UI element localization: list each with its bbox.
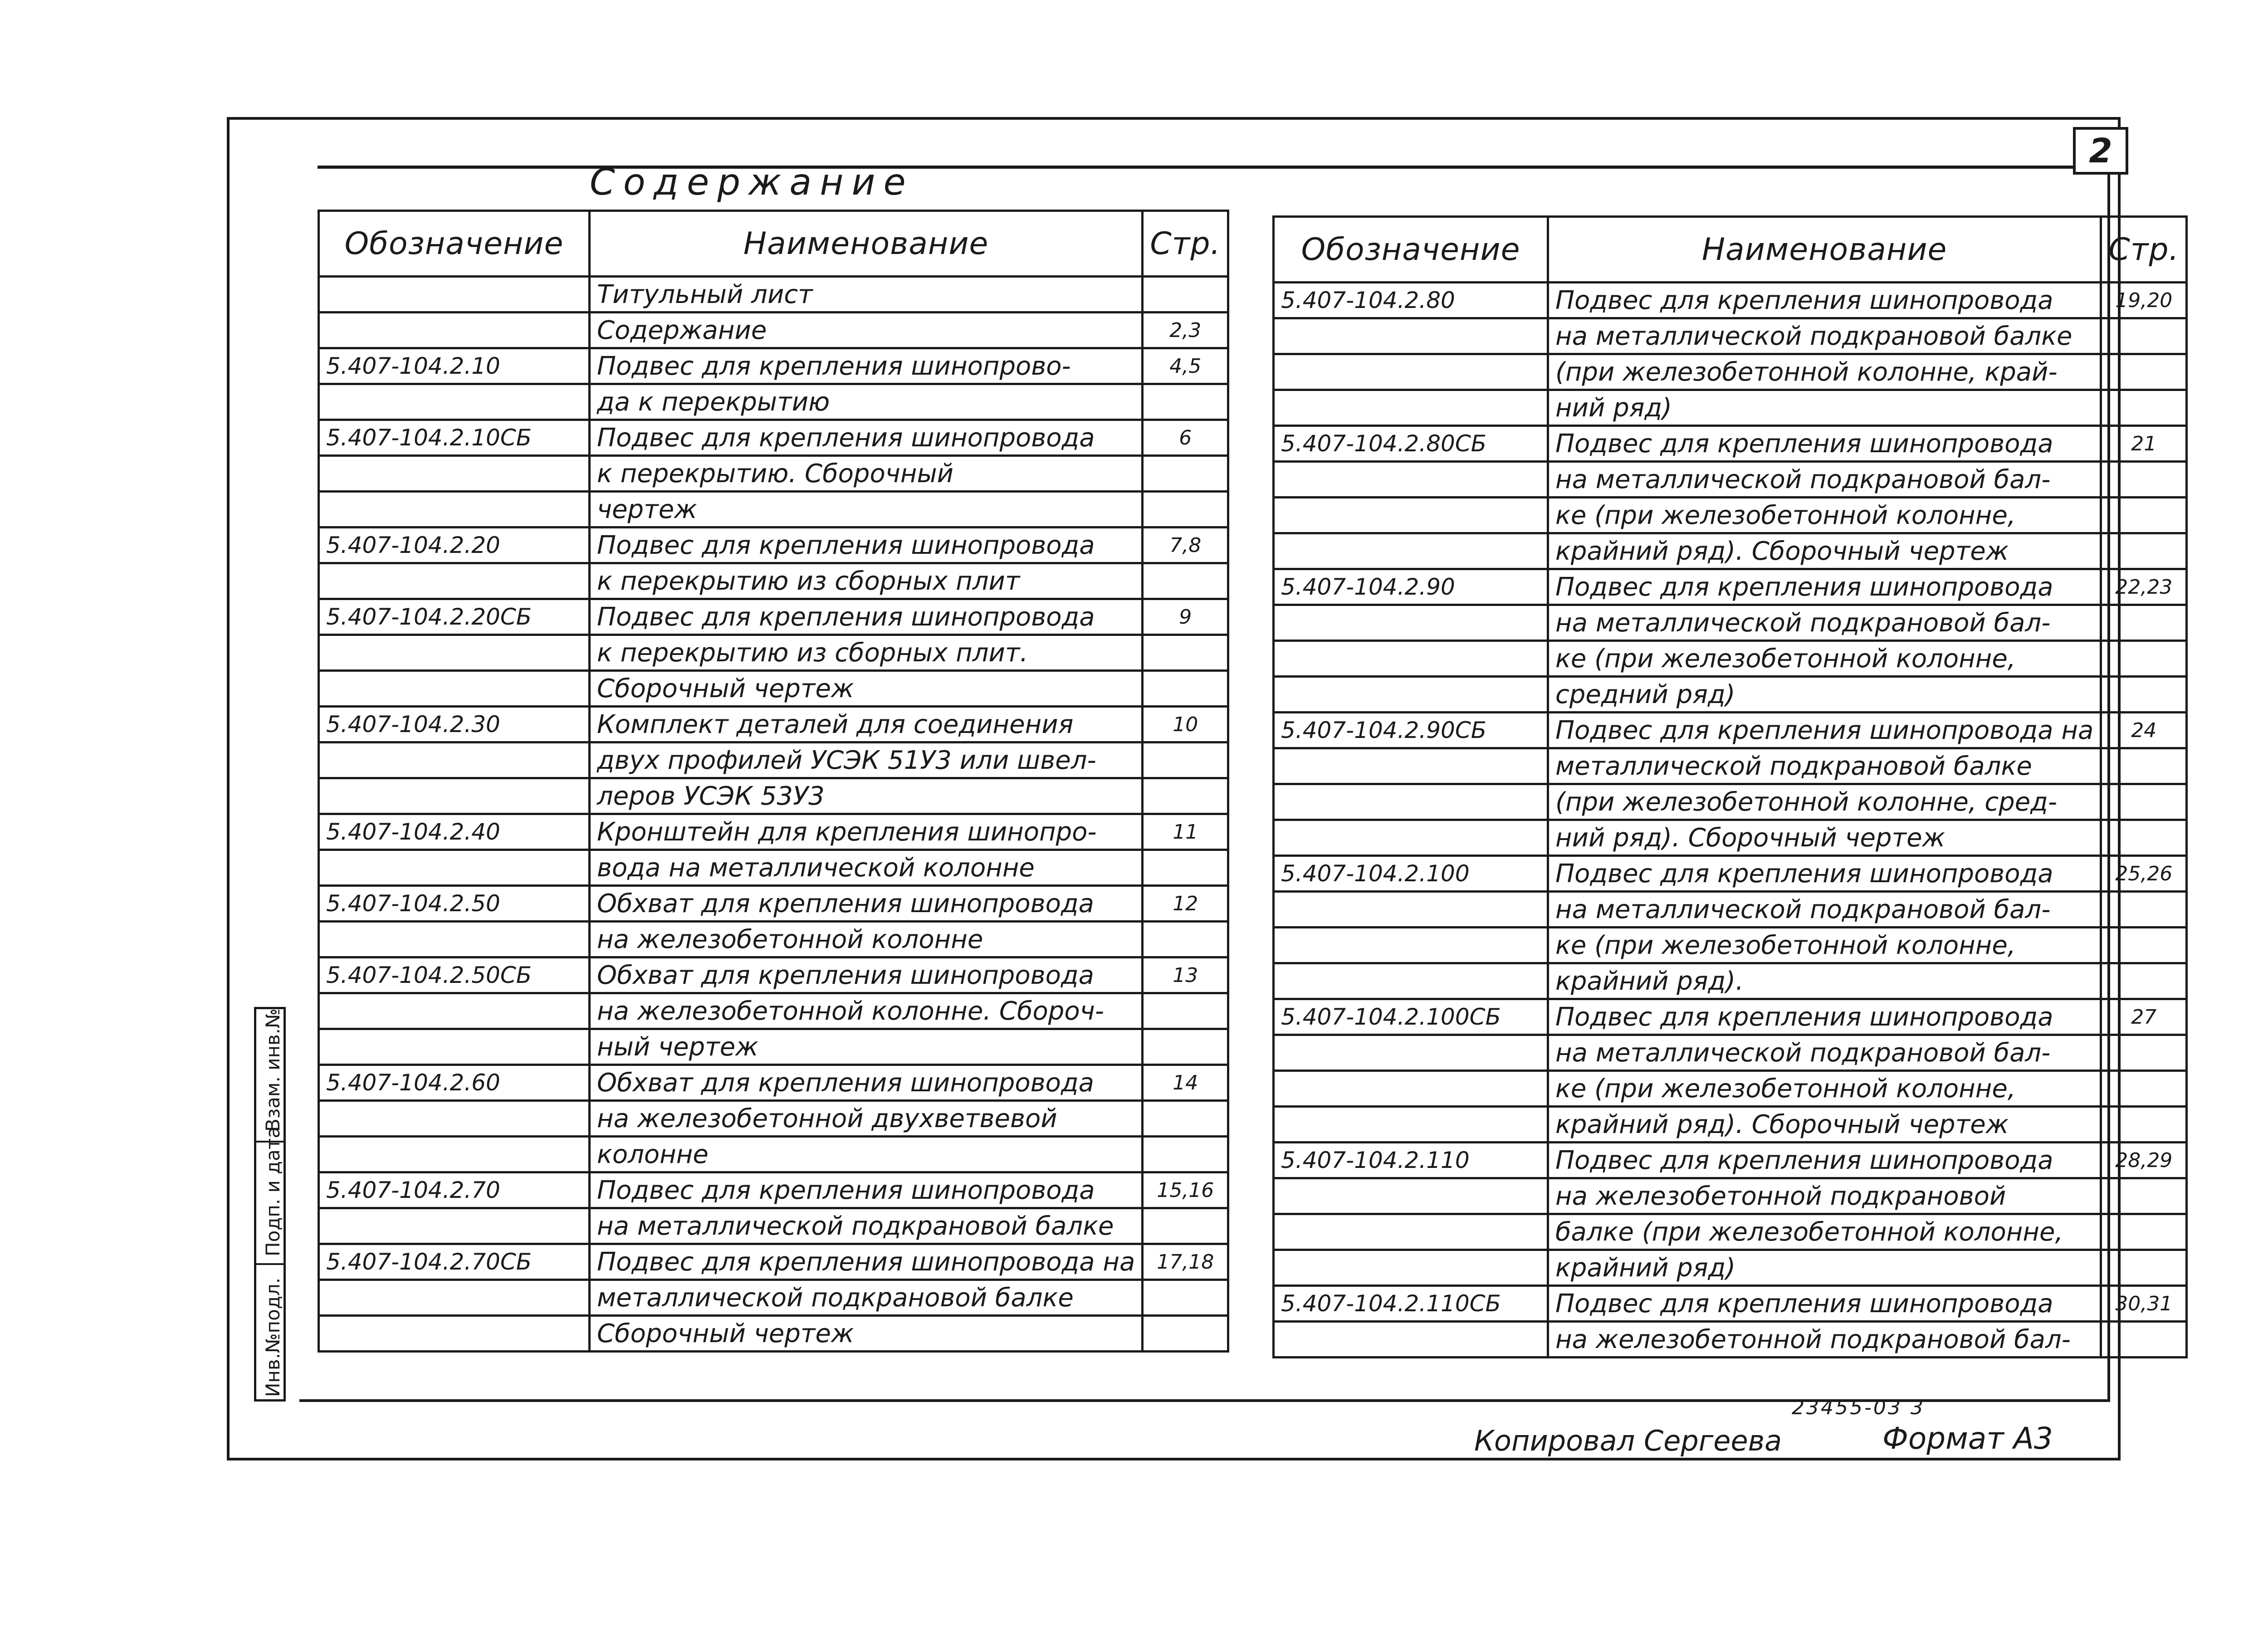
row-page: 7,8 (1143, 527, 1228, 563)
row-designation: 5.407-104.2.70СБ (319, 1244, 590, 1280)
row-page (2101, 318, 2187, 354)
table-row (319, 993, 1228, 1029)
row-page (2101, 1035, 2187, 1071)
row-designation (1274, 748, 1548, 784)
contents-table-right (1272, 215, 2188, 1358)
table-row (1274, 426, 2187, 462)
row-page (2101, 641, 2187, 677)
table-row (1274, 605, 2187, 641)
table-row (319, 313, 1228, 348)
row-page (1143, 384, 1228, 420)
header-name: Наименование (590, 211, 1143, 277)
row-designation: 5.407-104.2.50 (319, 886, 590, 922)
header-name: Наименование (1548, 217, 2101, 283)
row-page (1143, 850, 1228, 886)
row-name: балке (при железобетонной колонне, (1548, 1214, 2101, 1250)
row-page: 22,23 (2101, 569, 2187, 605)
row-name: леров УСЭК 53У3 (590, 778, 1143, 814)
row-name: ний ряд). Сборочный чертеж (1548, 820, 2101, 856)
row-name: Сборочный чертеж (590, 1316, 1143, 1352)
table-row (319, 1101, 1228, 1137)
table-row (1274, 1107, 2187, 1143)
row-designation: 5.407-104.2.110СБ (1274, 1286, 1548, 1322)
row-page (1143, 671, 1228, 707)
row-designation (319, 492, 590, 527)
table-row (1274, 892, 2187, 928)
row-page (1143, 1316, 1228, 1352)
row-name: Подвес для крепления шинопровода (1548, 1143, 2101, 1178)
row-page (2101, 390, 2187, 426)
table-row (319, 957, 1228, 993)
stamp-signature-date: Подп. и дата (262, 1126, 284, 1256)
table-row (319, 778, 1228, 814)
row-page (2101, 1250, 2187, 1286)
row-name: к перекрытию из сборных плит. (590, 635, 1143, 671)
table-row (319, 1172, 1228, 1208)
row-name: ке (при железобетонной колонне, (1548, 1071, 2101, 1107)
row-designation: 5.407-104.2.100 (1274, 856, 1548, 892)
row-designation: 5.407-104.2.90СБ (1274, 713, 1548, 748)
table-row (1274, 498, 2187, 533)
table-row (319, 1280, 1228, 1316)
row-name: на металлической подкрановой бал- (1548, 605, 2101, 641)
row-designation: 5.407-104.2.10СБ (319, 420, 590, 456)
row-designation (1274, 784, 1548, 820)
table-row (1274, 283, 2187, 318)
row-page (2101, 605, 2187, 641)
table-row (319, 492, 1228, 527)
row-page (2101, 928, 2187, 963)
row-name: металлической подкрановой балке (1548, 748, 2101, 784)
row-page (1143, 635, 1228, 671)
table-row (1274, 928, 2187, 963)
table-row (1274, 856, 2187, 892)
row-name: Подвес для крепления шинопровода на (590, 1244, 1143, 1280)
row-designation (1274, 354, 1548, 390)
header-designation: Обозначение (319, 211, 590, 277)
row-page: 13 (1143, 957, 1228, 993)
row-page (2101, 892, 2187, 928)
row-name: на металлической подкрановой балке (590, 1208, 1143, 1244)
table-row (1274, 641, 2187, 677)
row-page: 19,20 (2101, 283, 2187, 318)
row-name: Титульный лист (590, 277, 1143, 313)
row-name: ке (при железобетонной колонне, (1548, 641, 2101, 677)
row-designation: 5.407-104.2.60 (319, 1065, 590, 1101)
row-name: крайний ряд) (1548, 1250, 2101, 1286)
row-designation (1274, 820, 1548, 856)
row-name: вода на металлической колонне (590, 850, 1143, 886)
row-page (1143, 778, 1228, 814)
header-page: Стр. (1143, 211, 1228, 277)
table-row (319, 384, 1228, 420)
row-name: чертеж (590, 492, 1143, 527)
row-designation (1274, 390, 1548, 426)
row-name: да к перекрытию (590, 384, 1143, 420)
row-page (2101, 1322, 2187, 1358)
row-name: ке (при железобетонной колонне, (1548, 498, 2101, 533)
row-name: крайний ряд). (1548, 963, 2101, 999)
row-designation: 5.407-104.2.90 (1274, 569, 1548, 605)
table-row (1274, 1143, 2187, 1178)
doc-number: 23455-03 (1792, 1396, 1902, 1419)
row-page (1143, 492, 1228, 527)
row-designation: 5.407-104.2.10 (319, 348, 590, 384)
row-page (2101, 820, 2187, 856)
side-stamp (254, 1007, 286, 1402)
paper-format: Формат А3 (1882, 1421, 2053, 1456)
row-designation (1274, 641, 1548, 677)
table-row (1274, 999, 2187, 1035)
row-designation: 5.407-104.2.80 (1274, 283, 1548, 318)
row-page (2101, 784, 2187, 820)
row-designation: 5.407-104.2.30 (319, 707, 590, 742)
row-designation (1274, 533, 1548, 569)
row-name: Содержание (590, 313, 1143, 348)
row-designation (319, 850, 590, 886)
row-designation: 5.407-104.2.50СБ (319, 957, 590, 993)
table-row (1274, 784, 2187, 820)
table-row (319, 527, 1228, 563)
row-name: ный чертеж (590, 1029, 1143, 1065)
copied-by: Копировал Сергеева (1474, 1424, 1782, 1457)
row-page: 6 (1143, 420, 1228, 456)
row-page (1143, 456, 1228, 492)
row-name: на металлической подкрановой балке (1548, 318, 2101, 354)
row-page: 30,31 (2101, 1286, 2187, 1322)
row-page (2101, 533, 2187, 569)
row-name: ний ряд) (1548, 390, 2101, 426)
table-row (1274, 318, 2187, 354)
row-designation (1274, 605, 1548, 641)
table-row (1274, 569, 2187, 605)
row-name: на металлической подкрановой бал- (1548, 1035, 2101, 1071)
row-name: Подвес для крепления шинопровода (1548, 999, 2101, 1035)
row-name: на железобетонной двухветвевой (590, 1101, 1143, 1137)
table-row (1274, 1035, 2187, 1071)
row-page (1143, 922, 1228, 957)
table-row (1274, 390, 2187, 426)
row-page (1143, 742, 1228, 778)
row-page (1143, 1208, 1228, 1244)
row-designation (319, 671, 590, 707)
table-row (1274, 713, 2187, 748)
row-designation: 5.407-104.2.80СБ (1274, 426, 1548, 462)
row-designation (319, 1280, 590, 1316)
row-designation: 5.407-104.2.40 (319, 814, 590, 850)
row-name: крайний ряд). Сборочный чертеж (1548, 533, 2101, 569)
table-row (319, 563, 1228, 599)
row-page: 2,3 (1143, 313, 1228, 348)
row-name: металлической подкрановой балке (590, 1280, 1143, 1316)
row-page (2101, 1178, 2187, 1214)
row-page (2101, 1071, 2187, 1107)
row-page (1143, 1280, 1228, 1316)
row-page: 27 (2101, 999, 2187, 1035)
table-row (319, 277, 1228, 313)
row-page (1143, 993, 1228, 1029)
document-number (1792, 1396, 1925, 1419)
row-designation (1274, 1250, 1548, 1286)
row-page: 10 (1143, 707, 1228, 742)
table-row (1274, 1322, 2187, 1358)
row-designation (319, 456, 590, 492)
table-row (319, 671, 1228, 707)
row-name: Подвес для крепления шинопровода (590, 1172, 1143, 1208)
row-designation (319, 635, 590, 671)
row-designation (319, 313, 590, 348)
row-name: Комплект деталей для соединения (590, 707, 1143, 742)
row-page (2101, 677, 2187, 713)
table-row (1274, 462, 2187, 498)
row-page: 4,5 (1143, 348, 1228, 384)
row-designation (1274, 928, 1548, 963)
row-name: на металлической подкрановой бал- (1548, 462, 2101, 498)
row-designation (319, 922, 590, 957)
stamp-replaces-inv: Взам. инв.№ (262, 1008, 284, 1132)
row-name: средний ряд) (1548, 677, 2101, 713)
row-name: ке (при железобетонной колонне, (1548, 928, 2101, 963)
row-page (2101, 748, 2187, 784)
row-name: на металлической подкрановой бал- (1548, 892, 2101, 928)
row-designation (319, 1029, 590, 1065)
table-row (319, 348, 1228, 384)
table-row (319, 456, 1228, 492)
row-page (2101, 963, 2187, 999)
row-page: 15,16 (1143, 1172, 1228, 1208)
stamp-inv-no-orig: Инв.№подл. (262, 1277, 284, 1397)
row-designation (1274, 1071, 1548, 1107)
row-page (1143, 1101, 1228, 1137)
table-row (319, 1137, 1228, 1172)
table-row (319, 1316, 1228, 1352)
sheet-number: 2 (2073, 127, 2128, 175)
table-row (1274, 354, 2187, 390)
doc-sheet: 3 (1910, 1396, 1925, 1419)
row-name: Сборочный чертеж (590, 671, 1143, 707)
row-name: Подвес для крепления шинопровода (590, 527, 1143, 563)
row-name: Подвес для крепления шинопровода (1548, 283, 2101, 318)
table-row (1274, 1178, 2187, 1214)
inner-frame-top (318, 166, 2110, 169)
row-page: 9 (1143, 599, 1228, 635)
row-page: 11 (1143, 814, 1228, 850)
row-designation (1274, 498, 1548, 533)
row-page: 14 (1143, 1065, 1228, 1101)
row-name: к перекрытию из сборных плит (590, 563, 1143, 599)
table-row (1274, 963, 2187, 999)
table-header-row (1274, 217, 2187, 283)
table-row (1274, 748, 2187, 784)
row-designation (1274, 318, 1548, 354)
row-designation (319, 993, 590, 1029)
header-page: Стр. (2101, 217, 2187, 283)
row-page (2101, 462, 2187, 498)
row-name: Подвес для крепления шинопрово- (590, 348, 1143, 384)
table-row (1274, 1286, 2187, 1322)
row-page (1143, 1137, 1228, 1172)
row-name: Подвес для крепления шинопровода (590, 420, 1143, 456)
row-name: (при железобетонной колонне, сред- (1548, 784, 2101, 820)
row-name: Подвес для крепления шинопровода (590, 599, 1143, 635)
row-name: колонне (590, 1137, 1143, 1172)
table-header-row (319, 211, 1228, 277)
table-row (1274, 533, 2187, 569)
row-page: 17,18 (1143, 1244, 1228, 1280)
row-name: крайний ряд). Сборочный чертеж (1548, 1107, 2101, 1143)
row-designation (319, 1316, 590, 1352)
table-row (319, 420, 1228, 456)
row-designation (319, 1208, 590, 1244)
row-name: Обхват для крепления шинопровода (590, 1065, 1143, 1101)
table-row (319, 886, 1228, 922)
table-row (319, 922, 1228, 957)
row-page (2101, 1107, 2187, 1143)
row-name: Подвес для крепления шинопровода (1548, 1286, 2101, 1322)
row-page: 25,26 (2101, 856, 2187, 892)
row-page (1143, 563, 1228, 599)
table-row (319, 707, 1228, 742)
row-page (1143, 277, 1228, 313)
row-name: Подвес для крепления шинопровода (1548, 569, 2101, 605)
row-designation (319, 563, 590, 599)
row-page (2101, 498, 2187, 533)
row-designation (319, 277, 590, 313)
row-name: Подвес для крепления шинопровода (1548, 856, 2101, 892)
row-page (1143, 1029, 1228, 1065)
table-row (1274, 1071, 2187, 1107)
row-name: на железобетонной колонне. Сбороч- (590, 993, 1143, 1029)
table-row (1274, 1214, 2187, 1250)
header-designation: Обозначение (1274, 217, 1548, 283)
row-name: Подвес для крепления шинопровода на (1548, 713, 2101, 748)
row-name: на железобетонной подкрановой бал- (1548, 1322, 2101, 1358)
row-designation: 5.407-104.2.20 (319, 527, 590, 563)
row-page: 21 (2101, 426, 2187, 462)
row-name: Обхват для крепления шинопровода (590, 886, 1143, 922)
table-row (1274, 677, 2187, 713)
row-designation: 5.407-104.2.20СБ (319, 599, 590, 635)
row-name: Обхват для крепления шинопровода (590, 957, 1143, 993)
row-designation (1274, 1322, 1548, 1358)
row-name: двух профилей УСЭК 51У3 или швел- (590, 742, 1143, 778)
table-row (1274, 1250, 2187, 1286)
row-designation (319, 384, 590, 420)
row-page: 24 (2101, 713, 2187, 748)
contents-title: Содержание (590, 161, 914, 203)
row-designation (1274, 1107, 1548, 1143)
table-row (319, 1065, 1228, 1101)
table-row (319, 1244, 1228, 1280)
table-row (319, 1029, 1228, 1065)
row-designation: 5.407-104.2.110 (1274, 1143, 1548, 1178)
table-row (1274, 820, 2187, 856)
row-name: на железобетонной колонне (590, 922, 1143, 957)
row-page: 28,29 (2101, 1143, 2187, 1178)
row-designation: 5.407-104.2.70 (319, 1172, 590, 1208)
row-designation (319, 778, 590, 814)
table-row (319, 850, 1228, 886)
row-designation (1274, 1035, 1548, 1071)
row-name: Кронштейн для крепления шинопро- (590, 814, 1143, 850)
row-designation (319, 1101, 590, 1137)
table-row (319, 814, 1228, 850)
row-designation (319, 1137, 590, 1172)
row-designation (1274, 462, 1548, 498)
row-designation: 5.407-104.2.100СБ (1274, 999, 1548, 1035)
row-page: 12 (1143, 886, 1228, 922)
row-name: на железобетонной подкрановой (1548, 1178, 2101, 1214)
row-designation (319, 742, 590, 778)
row-page (2101, 354, 2187, 390)
row-designation (1274, 1214, 1548, 1250)
table-row (319, 599, 1228, 635)
table-row (319, 742, 1228, 778)
row-designation (1274, 963, 1548, 999)
row-page (2101, 1214, 2187, 1250)
row-name: Подвес для крепления шинопровода (1548, 426, 2101, 462)
contents-table-left (318, 210, 1229, 1353)
stamp-divider (256, 1263, 284, 1265)
row-name: к перекрытию. Сборочный (590, 456, 1143, 492)
row-designation (1274, 1178, 1548, 1214)
row-name: (при железобетонной колонне, край- (1548, 354, 2101, 390)
row-designation (1274, 677, 1548, 713)
table-row (319, 1208, 1228, 1244)
row-designation (1274, 892, 1548, 928)
table-row (319, 635, 1228, 671)
